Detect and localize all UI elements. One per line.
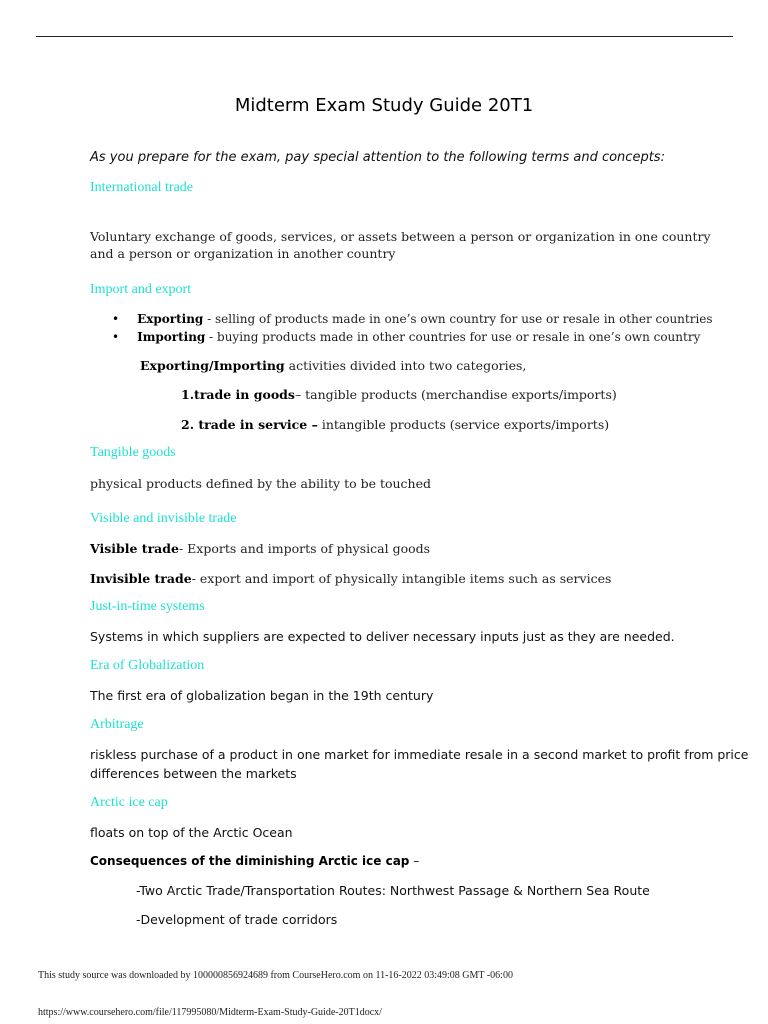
intro-text: As you prepare for the exam, pay special attention to the following terms and concepts: [90,150,665,165]
heading-globalization: Era of Globalization [90,658,205,673]
top-divider [36,36,733,37]
bullet-dot: • [112,330,120,344]
exporting-text: - selling of products made in one’s own country for use or resale in other countries [203,312,713,326]
heading-tangible-goods: Tangible goods [90,445,176,460]
exporting-term: Exporting [137,312,204,326]
arctic-consequence-item-2: -Development of trade corridors [136,912,338,927]
heading-international-trade: International trade [90,180,194,195]
arctic-consequence-item-1: -Two Arctic Trade/Transportation Routes: Northwest Passage & Northern Sea Route [136,883,650,898]
invisible-trade-term: Invisible trade [90,571,192,586]
category-goods-text: – tangible products (merchandise exports/imports) [294,387,617,402]
download-note: This study source was downloaded by 100000856924689 from CourseHero.com on 11-16-2022 03:49:08 GMT -06:00 [38,970,513,981]
heading-import-export: Import and export [90,282,192,297]
categories-text: activities divided into two categories, [284,358,527,373]
heading-visible-invisible: Visible and invisible trade [90,511,237,526]
arbitrage-body-line2: differences between the markets [90,766,297,781]
globalization-body: The first era of globalization began in the 19th century [90,688,434,703]
just-in-time-body: Systems in which suppliers are expected to deliver necessary inputs just as they are needed. [90,629,675,644]
invisible-trade-text: - export and import of physically intangible items such as services [191,571,612,586]
arctic-consequences-dash: – [409,854,420,868]
arctic-consequences-term: Consequences of the diminishing Arctic ice cap [90,854,410,868]
source-url[interactable]: https://www.coursehero.com/file/117995080/Midterm-Exam-Study-Guide-20T1docx/ [38,1007,382,1018]
category-service-text: intangible products (service exports/imports) [317,417,610,432]
category-goods [181,387,617,402]
heading-arctic-ice-cap: Arctic ice cap [90,795,168,810]
arctic-body: floats on top of the Arctic Ocean [90,825,293,840]
tangible-goods-body: physical products defined by the ability to be touched [90,476,432,491]
heading-arbitrage: Arbitrage [90,717,144,732]
page-title: Midterm Exam Study Guide 20T1 [234,95,534,116]
invisible-trade-line [90,571,611,586]
category-goods-term: 1.trade in goods [181,387,295,402]
importing-term: Importing [137,330,206,344]
bullet-importing [112,328,700,346]
importing-text: - buying products made in other countries for use or resale in one’s own country [205,330,701,344]
bullet-dot: • [112,312,120,326]
arbitrage-body-line1: riskless purchase of a product in one market for immediate resale in a second market to profit from price [90,747,749,762]
visible-trade-term: Visible trade [90,541,179,556]
arctic-consequences-line [90,854,419,868]
category-service-term: 2. trade in service – [181,417,318,432]
category-service [181,417,609,432]
categories-line [140,358,526,373]
visible-trade-text: - Exports and imports of physical goods [178,541,431,556]
bullet-exporting [112,310,713,328]
international-trade-body-line1: Voluntary exchange of goods, services, or assets between a person or organization in one country [90,229,711,244]
visible-trade-line [90,541,430,556]
categories-term: Exporting/Importing [140,358,285,373]
international-trade-body-line2: and a person or organization in another country [90,246,396,261]
heading-just-in-time: Just-in-time systems [90,599,205,614]
